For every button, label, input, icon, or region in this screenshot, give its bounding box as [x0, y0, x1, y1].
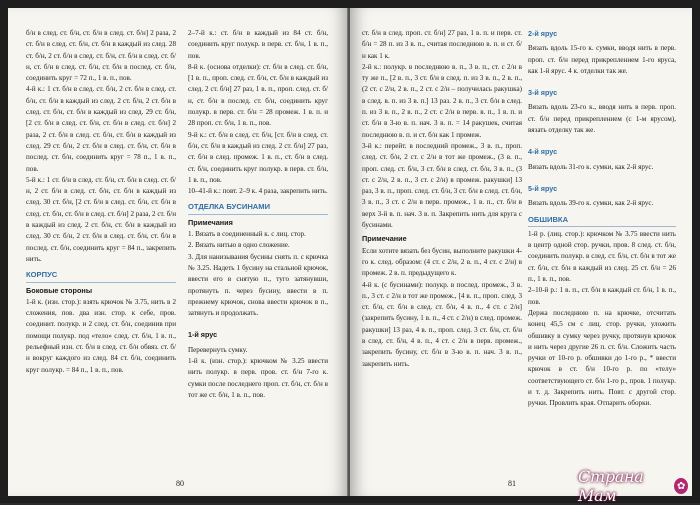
text-paragraph: Держа последнюю п. на крючке, отсчитать конец 45,5 см с лиц. стор. ручки, уложить обшивку в сумку через ручку, протянув крючок и нить через другие 26 п. ст. б/н. Сложить часть ручки от 10-го р. обшивки до 1-го р., * ввести крючок в ст. б/н 10-го р. по «телу» соответствующего ст. б/н 1-го р., пров. 1 полукр. и т. д. Закрепить нить. Повт. с другой стор. ручки. Провлить края. Отпарить оборки.: [528, 308, 676, 408]
note-item: 2. Вязать нитью в одно сложение.: [188, 241, 290, 250]
row-heading: 3-й ярус: [528, 88, 558, 98]
text-paragraph: Вязать вдоль 31-го к. сумки, как 2-й ярус.: [528, 162, 654, 171]
left-column-2: [188, 28, 328, 401]
text-paragraph: 2–10-й р.: 1 в. п., ст. б/н в каждый ст. б/н, 1 в. п., пов.: [528, 286, 676, 306]
text-paragraph: б/н в след. ст. б/н, ст. б/н в след. ст. б/н] 2 раза, 2 ст. б/н в след. ст. б/н, ст. б/н в каждый из след. 28 ст. б/н, 2 ст. б/н в след. ст. б/н, ст. б/н в след. ст. б/н, ст. б/н в след. ст. б/н, ст. б/н в послед. ст. б/н, соединить круг = 72 п., 1 в. п., пов.: [26, 29, 176, 83]
note-item: 1. Вязать в соединенный к. с лиц. стор.: [188, 230, 306, 239]
left-column-1: [26, 28, 176, 376]
watermark-text: Страна Мам: [578, 467, 644, 505]
text-paragraph: 2-й к.: полукр. в последнюю в. п., 3 в. п., ст. с 2/н в ту же п., [2 в. п., 3 ст. б/н в след. п. из 3 в. п., 2 в. п., (2 ст. с 2/н, 2 в. п., 2 ст. с 2/н – получилась ракушка) в след. в. п. из 3 в. п.] 13 раз. 2 в. п., 3 ст. б/н в след. п. из 3 в. п., 2 в. п., 2 ст. с 2/н в перв. в. п., 1 в. п. и ст. б/н в 3-ю в. п. нач. 3 в. п. = 14 ракушек, считая последнюю в. п. и ст. б/н как 1 промеж.: [362, 62, 522, 139]
row-heading: 4-й ярус: [528, 147, 558, 157]
section-heading: КОРПУС: [26, 269, 176, 282]
page-number: 81: [508, 479, 516, 488]
left-page: [8, 8, 348, 496]
row-heading: 5-й ярус: [528, 183, 558, 193]
text-paragraph: 1-й к. (изн. стор.): взять крючок № 3.75, нить в 2 сложения, пов. два изн. стор. к себе, пров. соединит. полукр. и 2 след. ст. б/н, соединив при помощи полукр. под «тело» след. ст. б/н, 1 в. п., рельефный изн. ст. б/н в след. ст. б/н обвяз. ст. б/н вокруг каждого из след. 84 ст. б/н, соединить круг полукр. = 84 п., 1 в. п., пов.: [26, 297, 176, 374]
text-paragraph: 4-й к.: 1 ст. б/н в след. ст. б/н, 2 ст. б/н в след. ст. б/н, ст. б/н в каждый из след. 2 ст. б/н, 2 ст. б/н в след. ст. б/н, ст. б/н в каждый из след. 29 ст. б/н, [2 ст. б/н в след. ст. б/н, ст. б/н в след. ст. б/н] 2 раза, 2 ст. б/н в след. ст. б/н, ст. б/н в каждый из след. 29 ст. б/н, 2 ст. б/н в след. ст. б/н, ст. б/н в послед. ст. б/н, соединить круг = 78 п., 1 в. п., пов.: [26, 85, 176, 173]
row-heading: 1-й ярус: [188, 330, 218, 340]
section-heading: ОБШИВКА: [528, 214, 676, 227]
subsection-heading: Примечания: [188, 217, 233, 227]
subsection-heading: Боковые стороны: [26, 285, 93, 295]
section-heading: ОТДЕЛКА БУСИНАМИ: [188, 201, 328, 214]
note-item: 3. Для нанизывания бусины снять п. с крючка № 3.25. Надеть 1 бусину на стальной крючок, ввести его в снятую п., туго затянувши, протянуть п. через бусину, ввести в п. прежнему крючок, снова ввести крючок в п., затянуть и продолжать.: [188, 252, 328, 318]
page-number: 80: [176, 479, 184, 488]
right-page: [350, 8, 692, 496]
flower-icon: ✿: [674, 478, 688, 494]
watermark: [578, 467, 688, 505]
text-paragraph: Вязать вдоль 23-го к., вводя нить в перв. проп. ст. б/н перед прикреплением (с 1-м ярусом), вязать отделку так же.: [528, 103, 676, 135]
text-paragraph: ст. б/н в след. проп. ст. б/н] 27 раз, 1 в. п. и перв. ст. б/н = 28 п. из 3 в. п., считая последнюю в. п. и ст. б/н как 1 к.: [362, 29, 522, 60]
subsection-heading: Примечание: [362, 234, 407, 244]
text-paragraph: 1-й р. (лиц. стор.): крючком № 3.75 ввести нить в центр одной стор. ручки, пров. 8 след. ст. б/н, соединить полукр. в след. ст. б/н, ст. б/н в тот же ст. б/н, ст. б/н в каждый из след. 25 ст. б/н = 26 п., 1 в. п., пов.: [528, 229, 676, 284]
text-paragraph: 3-й к.: перейт. в последний промеж., 3 в. п., проп. след. ст. б/н, 2 ст. с 2/н в тот же промеж., (3 в. п., проп. след. ст. б/н, 3 ст. б/н в след. ст. б/н, 3 в. п., (3 ст. с 2/н, 2 в. п., 3 ст. с 2/н) в промеж. ракушки] 13 раз, 3 в. п., проп. след. ст. б/н, 3 ст. б/н в след. ст. б/н, 3 в. п., 3 ст. с 2/н в перв. промеж., 1 в. п., ст. б/н в верх 3-й в. п. нач. 3 в. п. Закрепить нить для круга с бусинами.: [362, 141, 522, 230]
text-paragraph: 1-й к. (изн. стор.): крючком № 3.25 ввести нить полукр. в перв. пров. ст. б/н 7-го к. сумки после последнего проп. ст. б/н, ст. б/н в тот же ст. б/н, 1 в. п., пов.: [188, 357, 328, 399]
text-paragraph: Перевернуть сумку.: [188, 345, 248, 354]
text-paragraph: 10–41-й к.: повт. 2–9 к. 4 раза, закрепить нить.: [188, 187, 328, 196]
text-paragraph: 4-й к. (с бусинами): полукр. в послед. промеж., 3 в. п., 3 ст. с 2/н в тот же промеж., [4 в. п., проп. след. 3 ст. б/н, ст. б/н в след. ст. б/н, 4 в. п., 4 ст. с 2/н] (закрепить бусину, 1 в. п., 4 ст. с 2/н) в след. промеж. ракушки] 13 раз, 4 в. п., проп. след. 3 ст. б/н, ст. б/н в след. ст. б/н, 4 в. п., 4 ст. с 2/н в перв. промеж., закрепить бусину, ст. б/н в 3-ю в. п. нач. 3 в. п., закрепить нить.: [362, 280, 522, 368]
text-paragraph: Если хотите вязать без бусин, выполните ракушки 4-го к. след. образом: (4 ст. с 2/н, 2 в. п., 4 ст. с 2/н) в промеж. 2 в. п. предыдущего к.: [362, 246, 522, 278]
right-column-2: [528, 28, 676, 410]
text-paragraph: 9-й к.: ст. б/н в след. ст. б/н, [ст. б/н в след. ст. б/н, ст. б/н в каждый из след. 2 ст. б/н] 27 раз, ст. б/н в след. промеж. 1 в. п., ст. б/н в след. ст. б/н, соединить круг полукр. в перв. ст. б/н, 1 в. п., пов.: [188, 130, 328, 184]
text-paragraph: 5-й к.: 1 ст. б/н в след. ст. б/н, ст. б/н в след. ст. б/н, 2 ст. б/н в след. ст. б/н, ст. б/н в каждый из след. 30 ст. б/н, [2 ст. б/н в след. ст. б/н, ст. б/н в след. ст. б/н, ст. б/н в след. ст. б/н] 2 раза, 2 ст. б/н в каждый из след. 2 ст. б/н, ст. б/н в каждый из след. 30 ст. б/н, 2 ст. б/н в след. ст. б/н, ст. б/н в послед. ст. б/н, соединить круг = 84 п., закрепить нить.: [26, 175, 176, 263]
right-column-1: [362, 28, 522, 370]
row-heading: 2-й ярус: [528, 29, 558, 38]
text-paragraph: Вязать вдоль 15-го к. сумки, вводя нить в перв. проп. ст. б/н перед прикреплением 1-го яруса, как 1-й ярус. 4 к. отделки так же.: [528, 44, 676, 75]
text-paragraph: Вязать вдоль 39-го к. сумки, как 2-й ярус.: [528, 199, 654, 208]
text-paragraph: 8-й к. (основа отделки): ст. б/н в след. ст. б/н, [1 в. п., проп. след. ст. б/н, ст. б/н в каждый из след. 2 ст. б/н] 27 раз, 1 в. п., проп. след. ст. б/н, ст. б/н в послед. ст. б/н, соединить круг полукр. в перв. ст. б/н = 28 промеж. 1 в. п. и 28 проп. ст. б/н, 1 в. п., пов.: [188, 62, 328, 128]
text-paragraph: 2–7-й к.: ст. б/н в каждый из 84 ст. б/н, соединить круг полукр. в перв. ст. б/н, 1 в. п., пов.: [188, 29, 328, 60]
